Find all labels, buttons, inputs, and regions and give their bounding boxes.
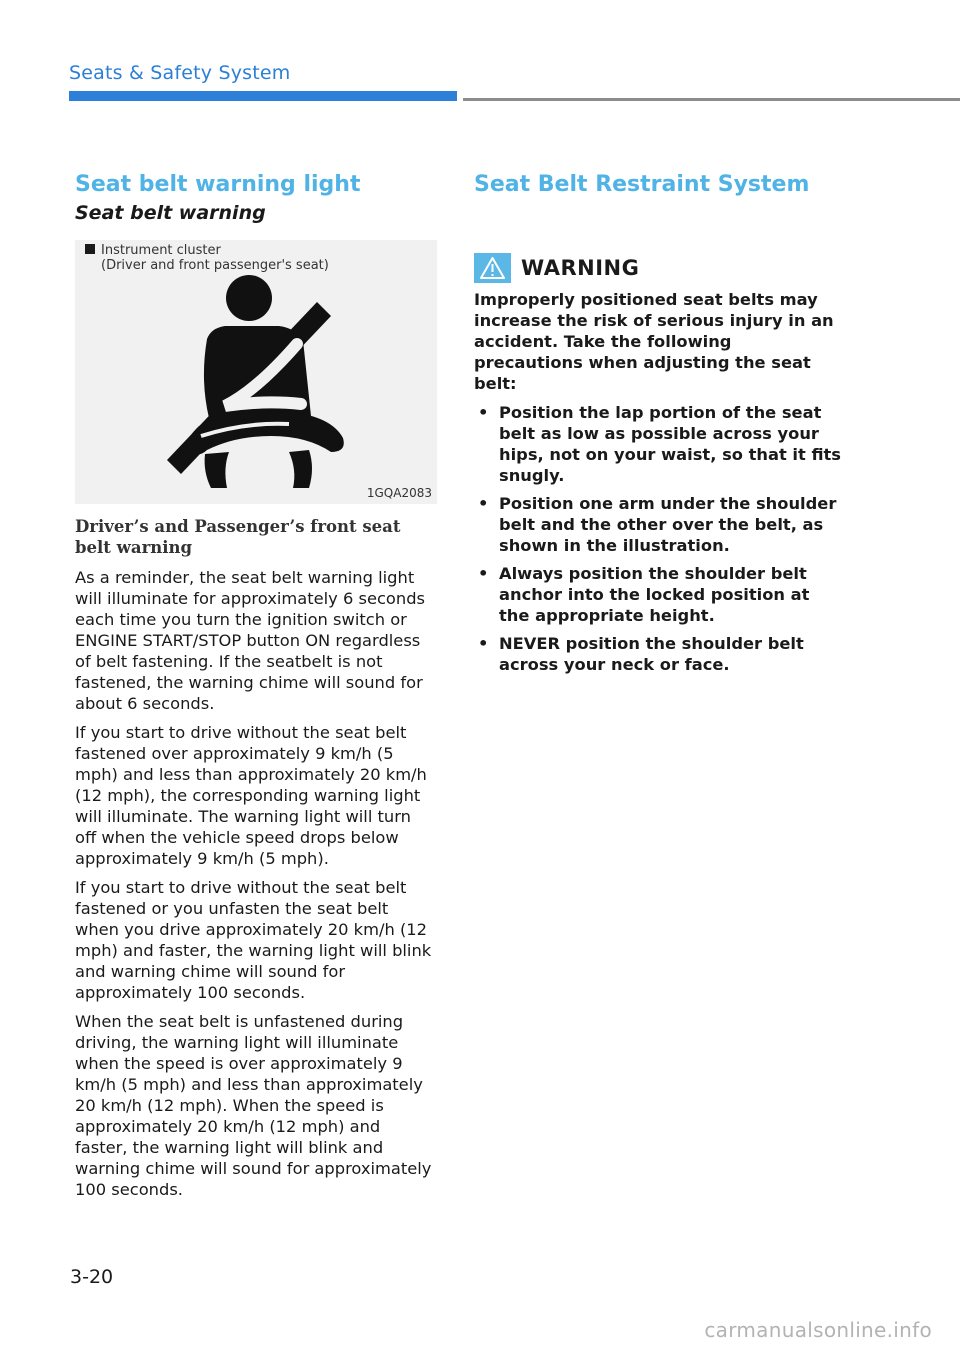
- paragraph: When the seat belt is unfastened during driving, the warning light will illuminate when the speed is over approximately 9 km/h (5 mph) and less than approximately 20 km/h (12 mph). When the speed is approximately 20 km/h (12 mph) and faster, the warning light will blink and warning chime will sound for approximately 100 seconds.: [75, 1012, 432, 1199]
- bullet: •: [478, 564, 489, 583]
- warning-item-text: NEVER position the shoulder belt across your neck or face.: [499, 634, 804, 674]
- warning-triangle-icon: [474, 253, 511, 283]
- warning-item: [474, 563, 844, 626]
- bullet: •: [478, 494, 489, 513]
- warning-item: [474, 402, 844, 486]
- warning-label: WARNING: [521, 256, 640, 280]
- caption-bullet-icon: [85, 244, 95, 254]
- warning-item: [474, 493, 844, 556]
- section-subheading: Seat belt warning: [75, 202, 266, 224]
- warning-list: [474, 402, 844, 675]
- seat-belt-warning-icon: [75, 240, 437, 504]
- bullet: •: [478, 634, 489, 653]
- bullet: •: [478, 403, 489, 422]
- header-rule-blue: [69, 91, 457, 101]
- warning-header: [474, 253, 844, 283]
- header-rule-gray: [463, 98, 960, 101]
- warning-item-text: Always position the shoulder belt anchor into the locked position at the appropriate height.: [499, 564, 810, 625]
- figure-caption: [85, 243, 329, 273]
- warning-item-text: Position one arm under the shoulder belt and the other over the belt, as shown in the illustration.: [499, 494, 837, 555]
- warning-item-text: Position the lap portion of the seat belt as low as possible across your hips, not on your waist, so that it fits snugly.: [499, 403, 841, 485]
- warning-intro: Improperly positioned seat belts may increase the risk of serious injury in an accident. Take the following precautions when adjusting the seat belt:: [474, 290, 834, 393]
- figure-code: 1GQA2083: [366, 486, 432, 500]
- paragraph: As a reminder, the seat belt warning light will illuminate for approximately 6 seconds each time you turn the ignition switch or ENGINE START/STOP button ON regardless of belt fastening. If the seatbelt is not fastened, the warning chime will sound for about 6 seconds.: [75, 568, 426, 713]
- seat-belt-figure: [75, 240, 437, 504]
- warning-item: [474, 633, 844, 675]
- page-number: 3-20: [70, 1266, 114, 1288]
- left-column: [75, 170, 437, 1208]
- section-heading: Seat belt warning light: [75, 172, 361, 197]
- right-column: [474, 170, 844, 682]
- paragraph: If you start to drive without the seat belt fastened or you unfasten the seat belt when you drive approximately 20 km/h (12 mph) and faster, the warning light will blink and warning chime will sound for approximately 100 seconds.: [75, 878, 432, 1002]
- restraint-heading: Seat Belt Restraint System: [474, 172, 810, 197]
- section-header-title: Seats & Safety System: [69, 62, 291, 84]
- caption-line-2: (Driver and front passenger's seat): [101, 258, 329, 273]
- subhead: Driver’s and Passenger’s front seat belt warning: [75, 517, 401, 557]
- watermark: carmanualsonline.info: [704, 1318, 932, 1342]
- paragraph: If you start to drive without the seat belt fastened over approximately 9 km/h (5 mph) and less than approximately 20 km/h (12 mph), the corresponding warning light will illuminate. The warning light will turn off when the vehicle speed drops below approximately 9 km/h (5 mph).: [75, 723, 427, 868]
- caption-line-1: Instrument cluster: [101, 243, 221, 258]
